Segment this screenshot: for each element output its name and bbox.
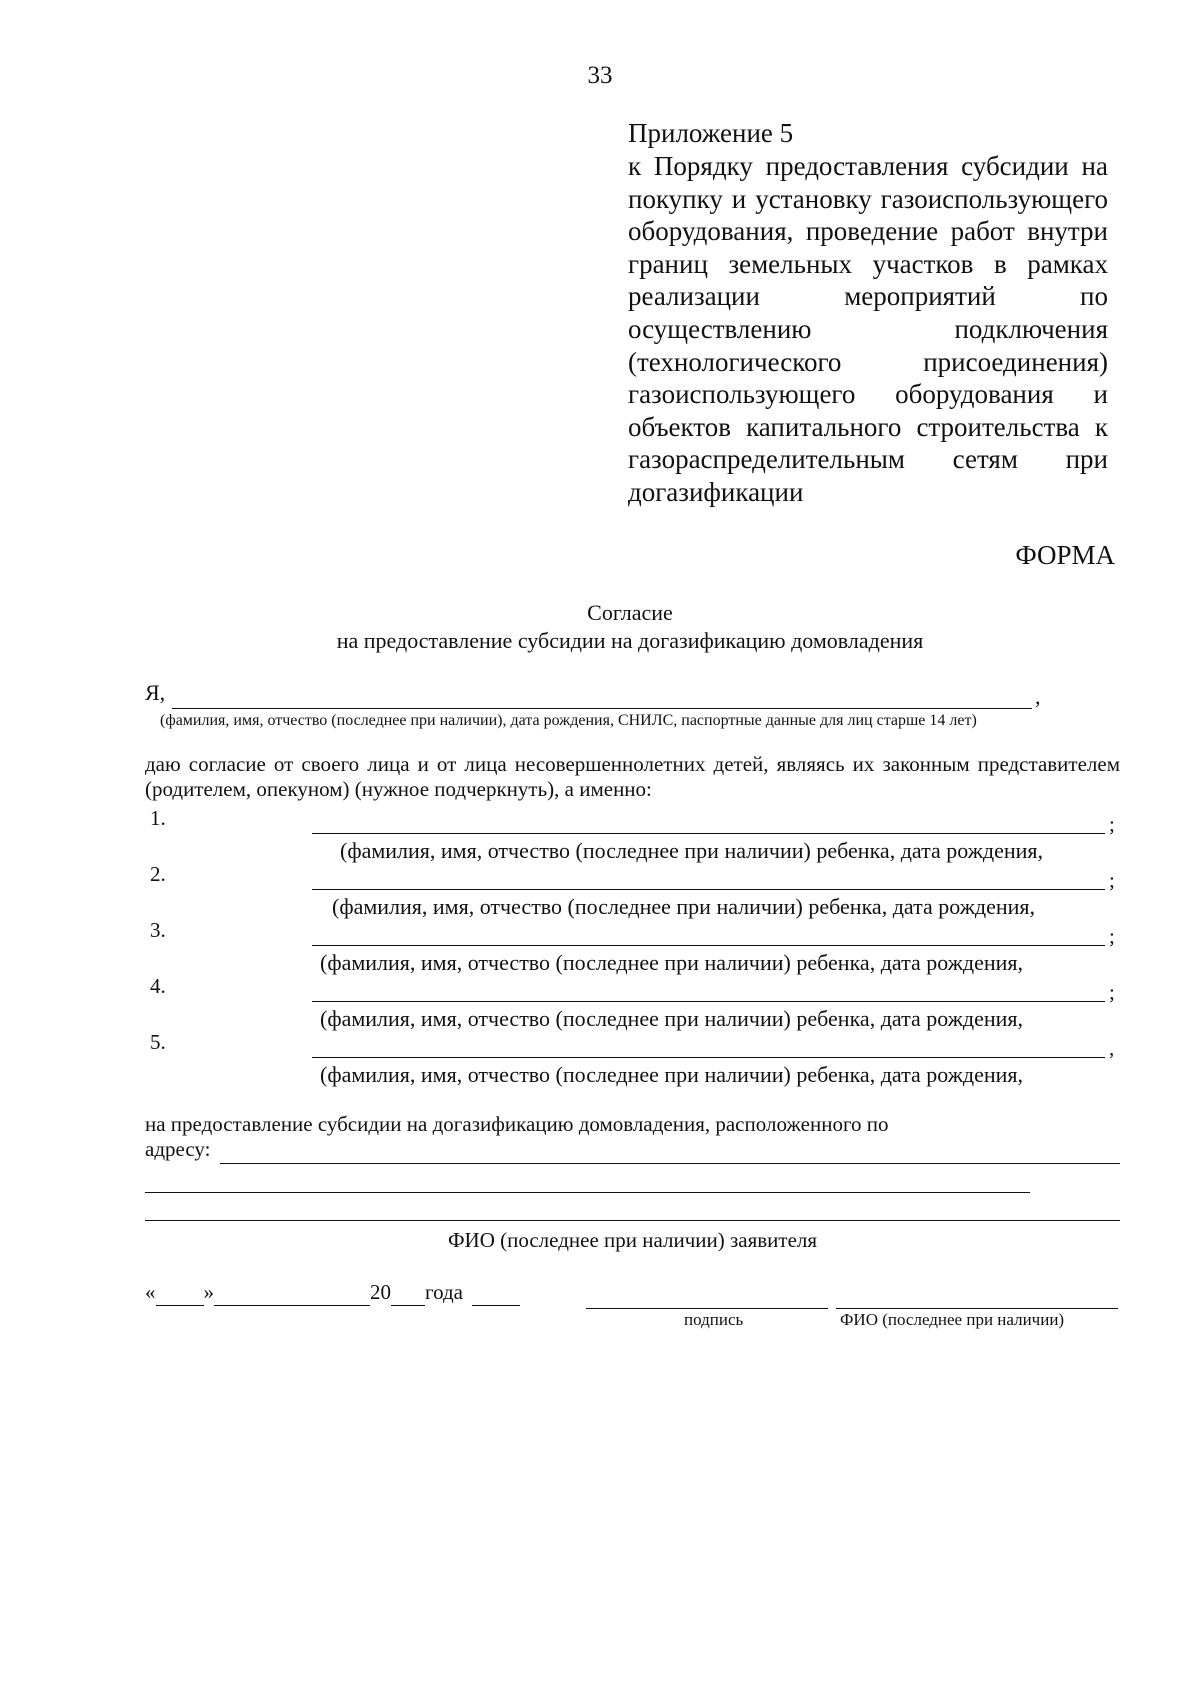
date-year-field[interactable] <box>391 1280 425 1306</box>
address-label: адресу: <box>145 1137 211 1161</box>
child-line-end: ; <box>1109 980 1115 1004</box>
date-day-field[interactable] <box>156 1280 204 1306</box>
child-number: 3. <box>150 918 166 942</box>
appendix-body: к Порядку предоставления субсидии на покупку и установку газоиспользующего оборудования, проведение работ внутри границ земельных участков в рамках реализации мероприятий по осуществлению подключения (технологического присоединения) газоиспользующего оборудования и объектов капитального строительства к газораспределительным сетям при догазификации <box>628 151 1108 507</box>
consent-text: даю согласие от своего лица и от лица несовершеннолетних детей, являясь их законным представителем (родителем, опекуном) (нужное подчеркнуть), а именно: <box>145 752 1120 801</box>
child-line[interactable] <box>312 889 1105 890</box>
child-caption: (фамилия, имя, отчество (последнее при наличии) ребенка, дата рождения, <box>320 950 1024 975</box>
date-month-field[interactable] <box>214 1280 370 1306</box>
child-line-end: , <box>1109 1036 1115 1060</box>
child-line[interactable] <box>312 1001 1105 1002</box>
child-number: 5. <box>150 1030 166 1054</box>
child-line-end: ; <box>1109 868 1115 892</box>
child-caption: (фамилия, имя, отчество (последнее при наличии) ребенка, дата рождения, <box>340 838 1044 863</box>
signature-caption: подпись <box>684 1310 744 1329</box>
signer-fio-caption: ФИО (последнее при наличии) <box>840 1310 1065 1329</box>
date-extra-field[interactable] <box>472 1280 520 1306</box>
child-number: 2. <box>150 862 166 886</box>
address-text: на предоставление субсидии на догазификацию домовладения, расположенного по <box>145 1112 889 1136</box>
address-line-2[interactable] <box>145 1192 1030 1193</box>
child-line[interactable] <box>312 1057 1105 1058</box>
date-close-quote: » <box>203 1280 214 1304</box>
page-number: 33 <box>587 62 613 89</box>
date-open-quote: « <box>145 1280 156 1304</box>
applicant-comma: , <box>1035 684 1041 709</box>
child-caption: (фамилия, имя, отчество (последнее при наличии) ребенка, дата рождения, <box>320 1006 1024 1031</box>
applicant-caption: (фамилия, имя, отчество (последнее при наличии), дата рождения, СНИЛС, паспортные данные для лиц старше 14 лет) <box>160 712 977 729</box>
appendix-title: Приложение 5 <box>628 118 794 148</box>
form-label: ФОРМА <box>1015 540 1115 570</box>
date-year-word: года <box>425 1280 463 1304</box>
child-caption: (фамилия, имя, отчество (последнее при наличии) ребенка, дата рождения, <box>332 894 1036 919</box>
child-line[interactable] <box>312 945 1105 946</box>
signature-line[interactable] <box>586 1308 828 1309</box>
child-line-end: ; <box>1109 924 1115 948</box>
child-caption: (фамилия, имя, отчество (последнее при наличии) ребенка, дата рождения, <box>320 1062 1024 1087</box>
signer-fio-line[interactable] <box>836 1308 1118 1309</box>
address-line[interactable] <box>220 1163 1120 1164</box>
applicant-fio-caption: ФИО (последнее при наличии) заявителя <box>447 1228 818 1252</box>
child-number: 4. <box>150 974 166 998</box>
child-line-end: ; <box>1109 812 1115 836</box>
date-row <box>145 1280 520 1306</box>
date-year-prefix: 20 <box>370 1280 391 1304</box>
document-title: Согласие <box>587 600 673 625</box>
applicant-label: Я, <box>145 680 166 705</box>
child-number: 1. <box>150 806 166 830</box>
document-subtitle: на предоставление субсидии на догазификацию домовладения <box>336 628 924 653</box>
child-line[interactable] <box>312 833 1105 834</box>
applicant-name-line[interactable] <box>172 708 1032 709</box>
applicant-fio-line[interactable] <box>145 1220 1120 1221</box>
